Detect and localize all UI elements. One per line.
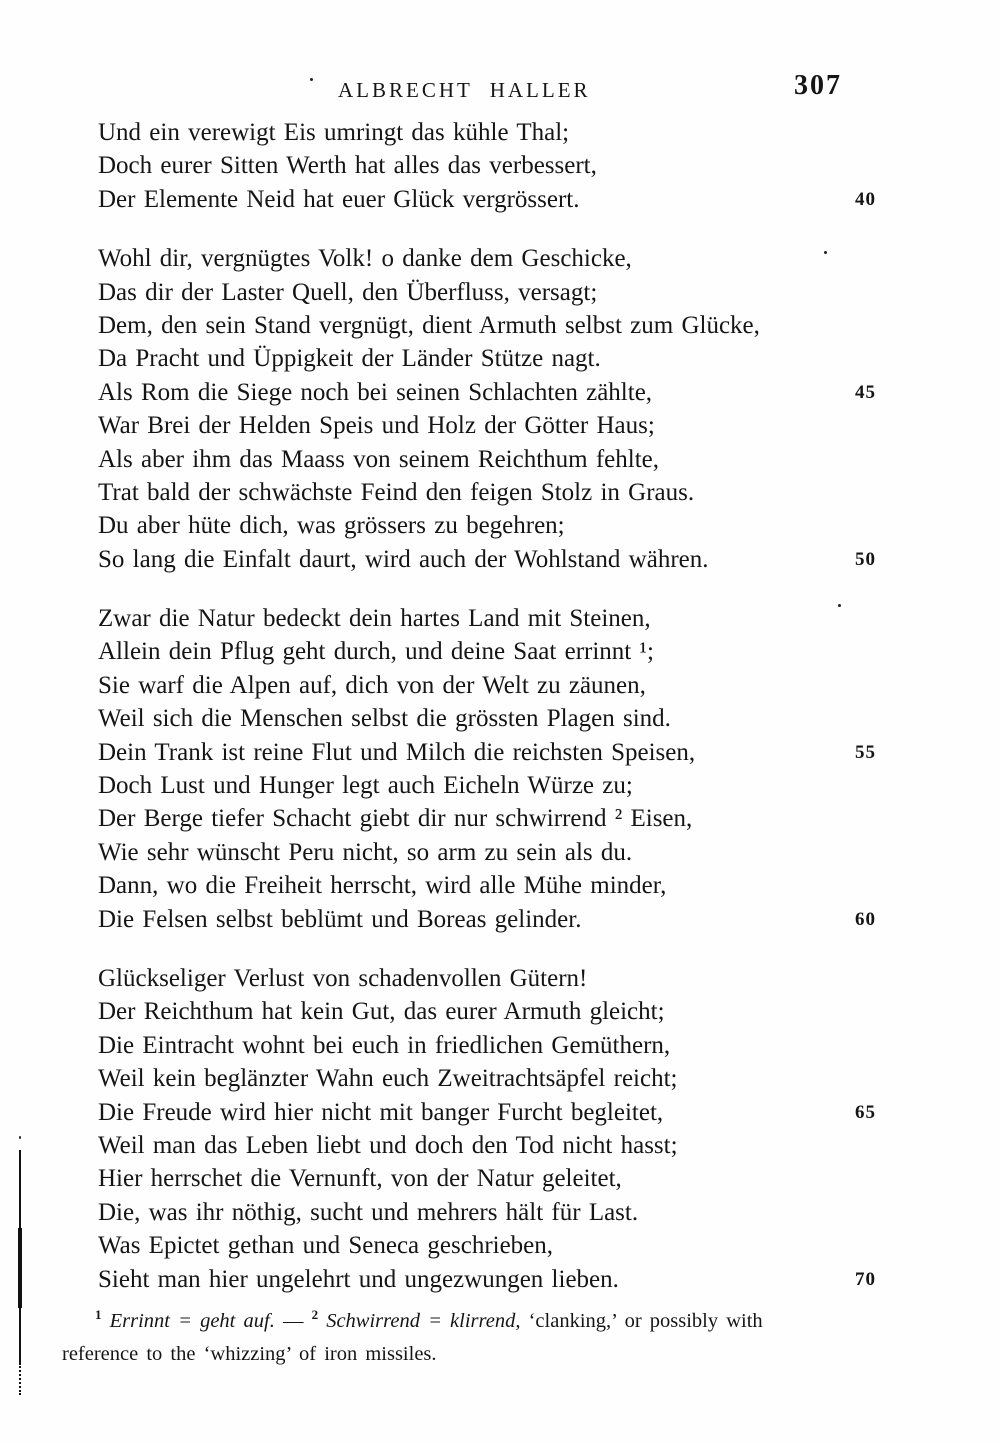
verse-line-number: 55: [855, 741, 876, 763]
poem-line: [98, 995, 900, 1028]
poem-line-text: Wie sehr wünscht Peru nicht, so arm zu sein als du.: [98, 838, 633, 866]
footnote-marker-2: 2: [311, 1307, 319, 1322]
poem-line-text: Die, was ihr nöthig, sucht und mehrers hält für Last.: [98, 1198, 639, 1226]
poem-line: [98, 836, 900, 869]
poem-line: [98, 962, 900, 995]
poem-line: [98, 476, 900, 509]
poem-line-text: Zwar die Natur bedeckt dein hartes Land mit Steinen,: [98, 605, 651, 633]
stanza: [98, 116, 900, 216]
poem-line: [98, 1263, 900, 1296]
poem-line: [98, 116, 900, 149]
poem-line: [98, 736, 900, 769]
poem-line-text: Wohl dir, vergnügtes Volk! o danke dem Geschicke,: [98, 245, 632, 273]
verse-line-number: 65: [855, 1101, 876, 1123]
poem-line: [98, 183, 900, 216]
stanza: [98, 242, 900, 576]
verse-line-number: 60: [855, 908, 876, 930]
poem-line-text: Der Reichthum hat kein Gut, das eurer Armuth gleicht;: [98, 998, 665, 1026]
footnote-term-1: Errinnt = geht auf.: [109, 1309, 275, 1332]
poem-line-text: Der Elemente Neid hat euer Glück vergrössert.: [98, 185, 580, 213]
poem-line-text: Der Berge tiefer Schacht giebt dir nur schwirrend ² Eisen,: [98, 805, 693, 833]
poem-line-text: Die Freude wird hier nicht mit banger Furcht begleitet,: [98, 1098, 664, 1126]
ink-speck: [310, 78, 313, 81]
poem-line-text: Weil sich die Menschen selbst die grössten Plagen sind.: [98, 705, 671, 733]
poem-line: [98, 602, 900, 635]
poem-line: [98, 1062, 900, 1095]
poem-line-text: Du aber hüte dich, was grössers zu begehren;: [98, 512, 565, 540]
poem-line-text: Da Pracht und Üppigkeit der Länder Stütze nagt.: [98, 345, 601, 373]
poem-line: [98, 1129, 900, 1162]
poem-line-text: Das dir der Laster Quell, den Überfluss, versagt;: [98, 278, 598, 306]
poem-line: [98, 669, 900, 702]
ink-speck: [824, 251, 827, 254]
poem-line-text: So lang die Einfalt daurt, wird auch der Wohlstand währen.: [98, 545, 709, 573]
poem-line: [98, 1029, 900, 1062]
poem-line-text: Dann, wo die Freiheit herrscht, wird alle Mühe minder,: [98, 872, 667, 900]
poem-line: [98, 1162, 900, 1195]
stanza: [98, 602, 900, 936]
scan-artifact-line: [19, 1150, 21, 1228]
poem-line-text: Und ein verewigt Eis umringt das kühle Thal;: [98, 119, 570, 146]
page-number: 307: [794, 70, 842, 101]
poem-line-text: Als Rom die Siege noch bei seinen Schlachten zählte,: [98, 378, 653, 406]
poem-line-text: Dem, den sein Stand vergnügt, dient Armuth selbst zum Glücke,: [98, 311, 760, 339]
verse-line-number: 45: [855, 381, 876, 403]
poem-body: [98, 116, 900, 1322]
stanza: [98, 962, 900, 1296]
poem-line: [98, 149, 900, 182]
poem-line: [98, 702, 900, 735]
scan-artifact-line: [19, 1308, 21, 1363]
poem-line: [98, 342, 900, 375]
verse-line-number: 40: [855, 188, 876, 210]
poem-line-text: Die Eintracht wohnt bei euch in friedlichen Gemüthern,: [98, 1031, 671, 1059]
poem-line: [98, 309, 900, 342]
poem-line-text: Glückseliger Verlust von schadenvollen Gütern!: [98, 964, 588, 992]
poem-line: [98, 276, 900, 309]
poem-line: [98, 869, 900, 902]
footnote-marker-1: 1: [95, 1307, 102, 1322]
poem-line-text: Weil man das Leben liebt und doch den Tod nicht hasst;: [98, 1131, 678, 1159]
poem-line: [98, 376, 900, 409]
verse-line-number: 70: [855, 1268, 876, 1290]
scan-artifact-line: [18, 1228, 22, 1308]
poem-line-text: Weil kein beglänzter Wahn euch Zweitrachtsäpfel reicht;: [98, 1065, 678, 1093]
poem-line: [98, 802, 900, 835]
poem-line-text: Die Felsen selbst beblümt und Boreas gelinder.: [98, 905, 582, 933]
footnote-roman-text: ‘clanking,’ or possibly with: [520, 1309, 763, 1332]
footnote: [62, 1298, 942, 1371]
footnote-line-1: [62, 1298, 942, 1338]
poem-line: [98, 543, 900, 576]
verse-line-number: 50: [855, 548, 876, 570]
footnote-dash: —: [274, 1309, 312, 1332]
poem-line: [98, 509, 900, 542]
running-header-author: ALBRECHT HALLER: [338, 78, 591, 102]
ink-speck: [838, 604, 841, 607]
footnote-line-2: reference to the ‘whizzing’ of iron missiles.: [62, 1342, 437, 1365]
poem-line: [98, 409, 900, 442]
poem-line-text: Sie warf die Alpen auf, dich von der Welt zu zäunen,: [98, 671, 646, 699]
poem-line-text: War Brei der Helden Speis und Holz der Götter Haus;: [98, 412, 655, 440]
poem-line: [98, 1196, 900, 1229]
poem-line: [98, 1096, 900, 1129]
scan-artifact-line: [19, 1363, 21, 1395]
poem-line: [98, 635, 900, 668]
poem-line-text: Was Epictet gethan und Seneca geschrieben,: [98, 1232, 554, 1260]
ink-speck: [19, 1136, 21, 1139]
poem-line-text: Sieht man hier ungelehrt und ungezwungen lieben.: [98, 1265, 619, 1293]
poem-line-text: Allein dein Pflug geht durch, und deine Saat errinnt ¹;: [98, 638, 654, 666]
poem-line-text: Doch eurer Sitten Werth hat alles das verbessert,: [98, 152, 597, 180]
poem-line: [98, 242, 900, 275]
poem-line: [98, 443, 900, 476]
poem-line-text: Trat bald der schwächste Feind den feigen Stolz in Graus.: [98, 478, 695, 506]
poem-line-text: Als aber ihm das Maass von seinem Reichthum fehlte,: [98, 445, 660, 473]
poem-line-text: Dein Trank ist reine Flut und Milch die reichsten Speisen,: [98, 738, 696, 766]
poem-line-text: Doch Lust und Hunger legt auch Eicheln Würze zu;: [98, 772, 633, 800]
poem-line-text: Hier herrschet die Vernunft, von der Natur geleitet,: [98, 1165, 622, 1193]
poem-line: [98, 769, 900, 802]
poem-line: [98, 1229, 900, 1262]
poem-line: [98, 903, 900, 936]
footnote-term-2: Schwirrend = klirrend,: [326, 1309, 521, 1332]
